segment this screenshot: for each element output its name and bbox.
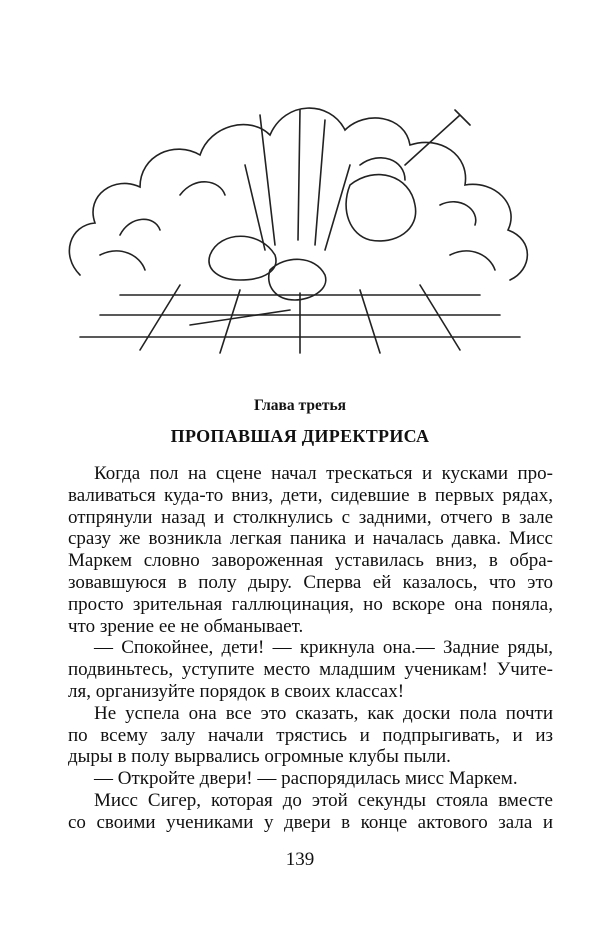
text-line: ля, организуйте порядок в своих классах! (68, 680, 405, 702)
text-line: по всему залу начали трястись и подпрыгивать, и из (68, 724, 553, 746)
page-number: 139 (285, 849, 315, 870)
text-line: со своими учениками у двери в конце актового зала и (68, 811, 553, 833)
text-line: — Спокойнее, дети! — крикнула она.— Задние ряды, (94, 637, 553, 659)
chapter-illustration (60, 55, 540, 355)
text-line: просто зрительная галлюцинация, но вскоре она поняла, (68, 593, 553, 615)
chapter-label: Глава третья (253, 397, 347, 414)
text-line: — Откройте двери! — распорядилась мисс Маркем. (94, 768, 518, 790)
text-line: сразу же возникла легкая паника и началась давка. Мисс (68, 528, 553, 550)
text-line: дыры в полу вырвались огромные клубы пыли. (68, 746, 451, 768)
text-line: Маркем словно завороженная уставилась вниз, в обра- (68, 550, 553, 572)
body-text (68, 463, 553, 834)
text-line: зовавшуюся в полу дыру. Сперва ей казалось, что это (68, 571, 553, 593)
text-line: Когда пол на сцене начал трескаться и кусками про- (94, 463, 553, 484)
text-line: что зрение ее не обманывает. (68, 615, 304, 637)
text-line: подвиньтесь, уступите место младшим ученикам! Учите- (68, 659, 553, 681)
text-line: отпрянули назад и столкнулись с задними, отчего в зале (68, 506, 553, 528)
text-line: валиваться куда-то вниз, дети, сидевшие в первых рядах, (68, 484, 553, 506)
text-line: Мисс Сигер, которая до этой секунды стояла вместе (94, 789, 553, 811)
text-line: Не успела она все это сказать, как доски пола почти (94, 702, 553, 724)
chapter-title: ПРОПАВШАЯ ДИРЕКТРИСА (170, 426, 430, 446)
